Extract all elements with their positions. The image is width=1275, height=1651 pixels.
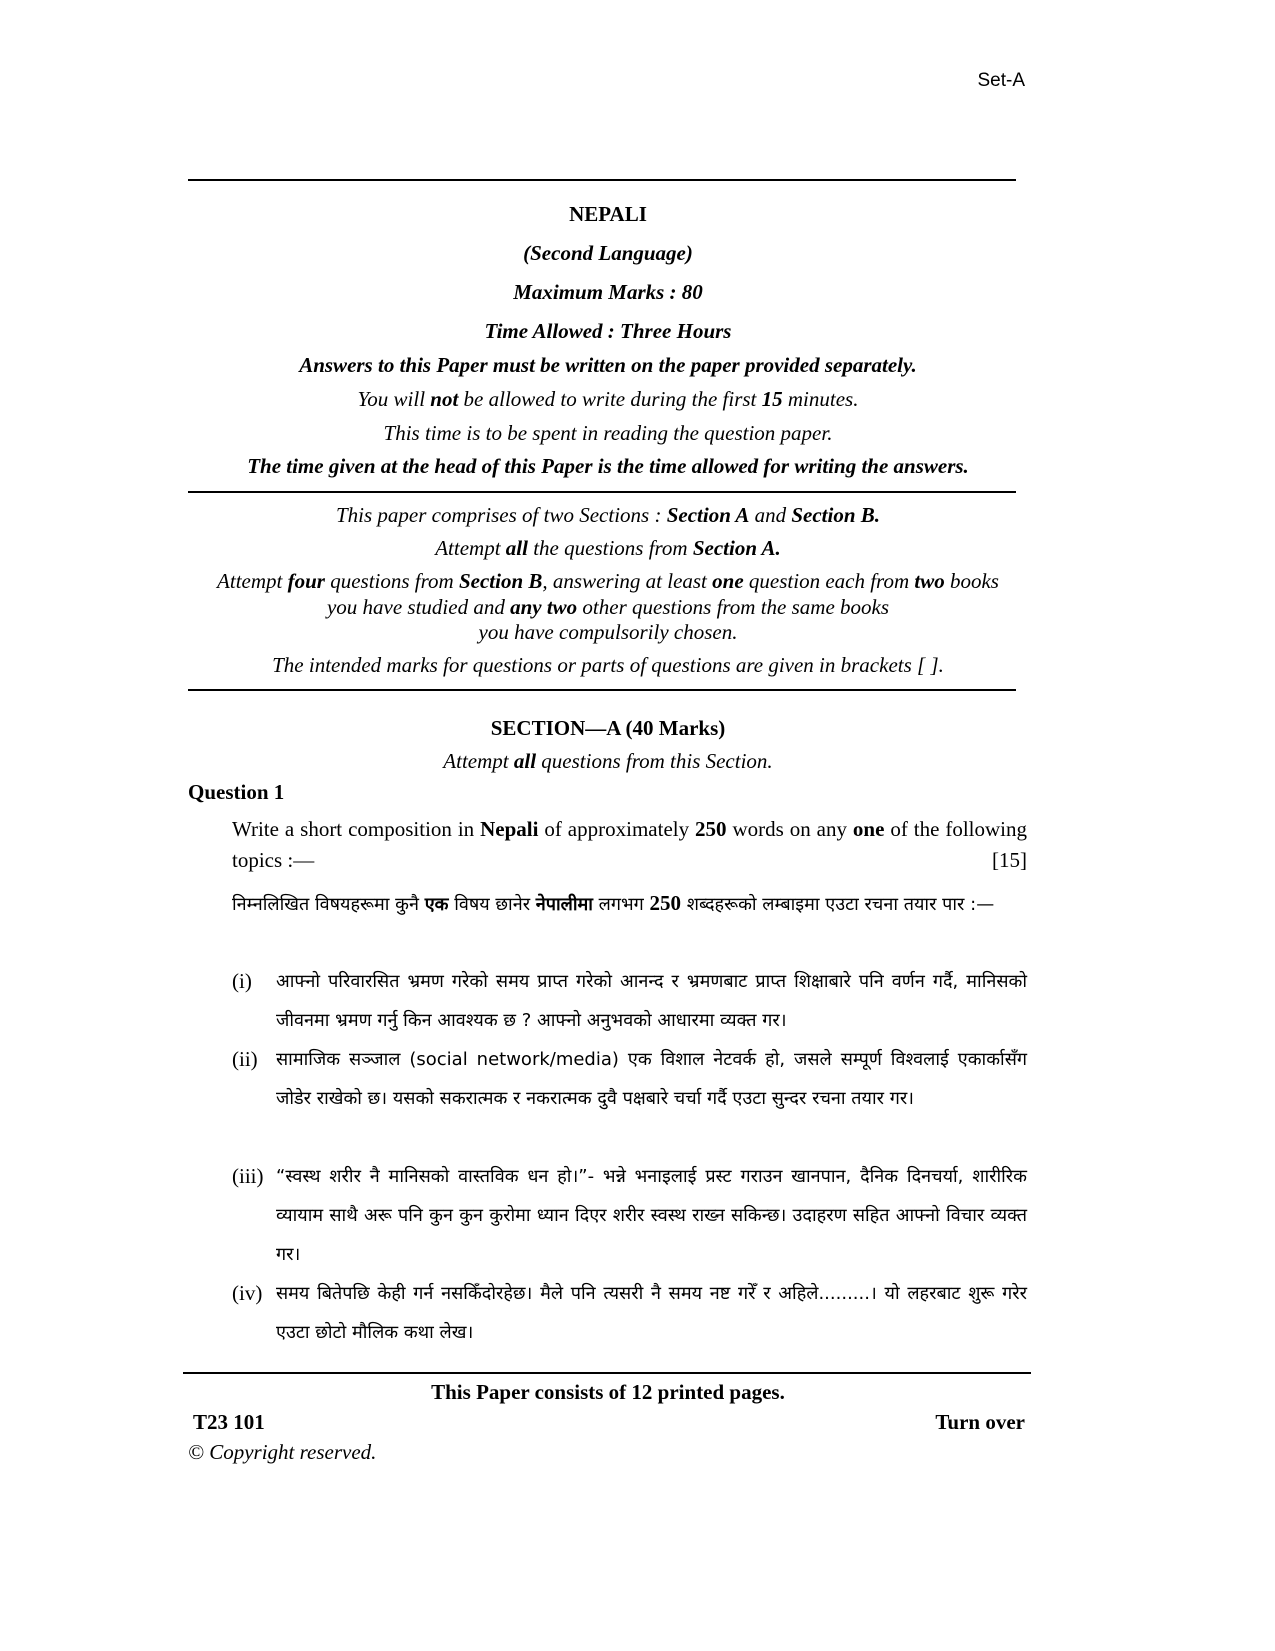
subject-title: NEPALI [569,202,647,226]
subtitle: (Second Language) [523,241,693,265]
footer-divider [183,1372,1031,1374]
question-1-english-prompt: Write a short composition in Nepali of approximately 250 words on any one of the following topics :— [15] [232,814,1027,876]
instruction-line-2: Attempt all the questions from Section A. [435,536,781,560]
option-number: (iv) [232,1281,263,1305]
max-marks: Maximum Marks : 80 [513,280,703,304]
option-text: “स्वस्थ शरीर नै मानिसको वास्तविक धन हो।”- भन्ने भनाइलाई प्रस्ट गराउन खानपान, दैनिक दिनचर्या, शारीरिक व्यायाम साथै अरू पनि कुन कुन कुरोमा ध्यान दिएर शरीर स्वस्थ राख्न सकिन्छ। उदाहरण सहित आफ्नो विचार व्यक्त गर। [276,1166,1027,1265]
option-text: आफ्नो परिवारसित भ्रमण गरेको समय प्राप्त गरेको आनन्द र भ्रमणबाट प्राप्त शिक्षाबारे पनि वर्णन गर्दै, मानिसको जीवनमा भ्रमण गर्नु किन आवश्यक छ ? आफ्नो अनुभवको आधारमा व्यक्त गर। [276,971,1027,1031]
instruction-line-6: The intended marks for questions or parts of questions are given in brackets [ ]. [272,653,944,677]
paper-code: T23 101 [193,1410,265,1434]
time-allowed: Time Allowed : Three Hours [484,319,732,343]
turn-over: Turn over [935,1410,1025,1434]
topic-option-3 [232,1157,1027,1274]
topic-option-1 [232,962,1027,1040]
option-number: (i) [232,969,252,993]
reading-note-1: You will not be allowed to write during the first 15 minutes. [357,387,859,411]
instruction-line-4: you have studied and any two other questions from the same books [326,595,890,619]
option-text: समय बितेपछि केही गर्न नसकिँदोरहेछ। मैले पनि त्यसरी नै समय नष्ट गरेँ र अहिले.........। यो लहरबाट शुरू गरेर एउटा छोटो मौलिक कथा लेख। [276,1283,1027,1343]
set-label: Set-A [977,70,1025,91]
question-1-nepali-prompt: निम्नलिखित विषयहरूमा कुनै एक विषय छानेर नेपालीमा लगभग 250 शब्दहरूको लम्बाइमा एउटा रचना तयार पार :— [232,891,995,915]
instruction-line-1: This paper comprises of two Sections : Section A and Section B. [335,503,881,527]
answers-note: Answers to this Paper must be written on the paper provided separately. [299,353,917,377]
option-number: (iii) [232,1164,264,1188]
instruction-line-5: you have compulsorily chosen. [478,620,738,644]
copyright: © Copyright reserved. [188,1440,377,1464]
time-note: The time given at the head of this Paper is the time allowed for writing the answers. [247,454,969,478]
section-a-title: SECTION—A (40 Marks) [490,716,726,740]
topic-option-4 [232,1274,1027,1352]
top-divider [188,179,1016,181]
pages-note: This Paper consists of 12 printed pages. [431,1380,785,1404]
section-a-subtitle: Attempt all questions from this Section. [443,749,773,773]
option-number: (ii) [232,1047,258,1071]
question-1-marks: [15] [992,848,1027,872]
question-1-heading: Question 1 [188,780,285,804]
option-text: सामाजिक सञ्जाल (social network/media) एक विशाल नेटवर्क हो, जसले सम्पूर्ण विश्वलाई एकार्कासँग जोडेर राखेको छ। यसको सकरात्मक र नकरात्मक दुवै पक्षबारे चर्चा गर्दै एउटा सुन्दर रचना तयार गर। [276,1049,1027,1109]
instruction-line-3: Attempt four questions from Section B, answering at least one question each from two books [217,569,999,593]
middle-divider [188,491,1016,493]
topic-option-2 [232,1040,1027,1118]
lower-divider [188,689,1016,691]
reading-note-2: This time is to be spent in reading the question paper. [383,421,833,445]
